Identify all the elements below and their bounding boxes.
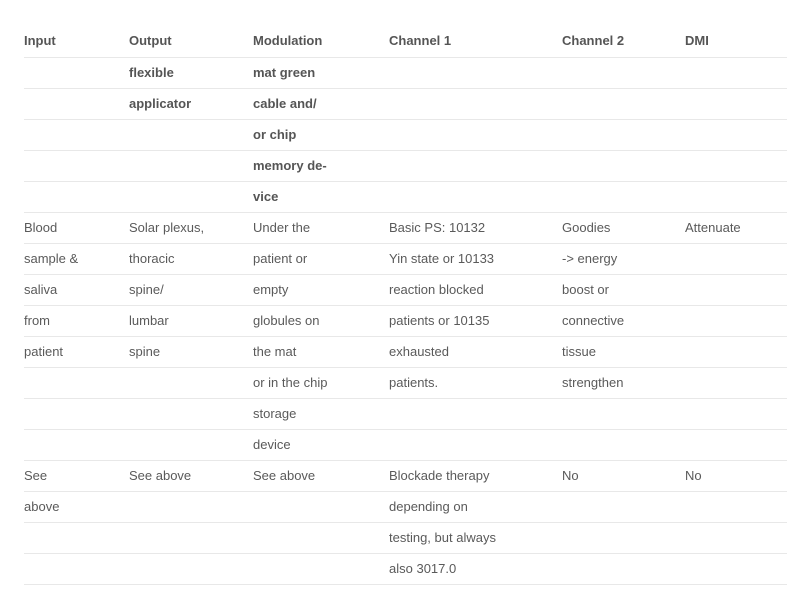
table-cell bbox=[24, 151, 129, 182]
table-cell bbox=[129, 151, 253, 182]
table-cell: No bbox=[685, 461, 787, 492]
table-header-row bbox=[24, 26, 787, 58]
table-cell bbox=[24, 523, 129, 554]
table-body bbox=[24, 58, 787, 585]
table-cell bbox=[685, 275, 787, 306]
table-cell: spine bbox=[129, 337, 253, 368]
table-cell bbox=[253, 523, 389, 554]
table-cell: lumbar bbox=[129, 306, 253, 337]
table-cell bbox=[685, 430, 787, 461]
table-cell bbox=[562, 554, 685, 585]
table-cell: reaction blocked bbox=[389, 275, 562, 306]
table-cell bbox=[129, 492, 253, 523]
table-cell: above bbox=[24, 492, 129, 523]
table-cell: exhausted bbox=[389, 337, 562, 368]
table-cell bbox=[685, 554, 787, 585]
table-cell: globules on bbox=[253, 306, 389, 337]
table-cell bbox=[685, 244, 787, 275]
table-cell bbox=[562, 182, 685, 213]
table-row bbox=[24, 213, 787, 244]
table-cell: cable and/ bbox=[253, 89, 389, 120]
table-cell: See above bbox=[129, 461, 253, 492]
table-cell: strengthen bbox=[562, 368, 685, 399]
table-cell bbox=[685, 120, 787, 151]
column-header-output: Output bbox=[129, 26, 253, 58]
table-cell: Goodies bbox=[562, 213, 685, 244]
table-cell: Blockade therapy bbox=[389, 461, 562, 492]
table-cell: patients or 10135 bbox=[389, 306, 562, 337]
table-cell bbox=[129, 399, 253, 430]
table-cell bbox=[389, 151, 562, 182]
table-cell: memory de- bbox=[253, 151, 389, 182]
column-header-channel-2: Channel 2 bbox=[562, 26, 685, 58]
table-cell: See bbox=[24, 461, 129, 492]
table-row bbox=[24, 430, 787, 461]
table-row bbox=[24, 182, 787, 213]
table-cell bbox=[685, 368, 787, 399]
column-header-input: Input bbox=[24, 26, 129, 58]
table-cell bbox=[562, 430, 685, 461]
table-cell bbox=[389, 182, 562, 213]
table-cell bbox=[389, 58, 562, 89]
table-row bbox=[24, 275, 787, 306]
table-row bbox=[24, 523, 787, 554]
table-cell bbox=[685, 306, 787, 337]
table-cell: the mat bbox=[253, 337, 389, 368]
table-cell: tissue bbox=[562, 337, 685, 368]
table-cell: mat green bbox=[253, 58, 389, 89]
table-cell bbox=[685, 151, 787, 182]
table-cell: thoracic bbox=[129, 244, 253, 275]
table-row bbox=[24, 58, 787, 89]
table-cell bbox=[562, 151, 685, 182]
table-row bbox=[24, 492, 787, 523]
table-cell: saliva bbox=[24, 275, 129, 306]
table-cell: Yin state or 10133 bbox=[389, 244, 562, 275]
table-cell bbox=[685, 182, 787, 213]
table-cell: Basic PS: 10132 bbox=[389, 213, 562, 244]
table-cell: or in the chip bbox=[253, 368, 389, 399]
table-cell: testing, but always bbox=[389, 523, 562, 554]
table-cell: patient bbox=[24, 337, 129, 368]
data-table-container bbox=[24, 26, 787, 585]
table-row bbox=[24, 151, 787, 182]
table-cell: patients. bbox=[389, 368, 562, 399]
table-row bbox=[24, 306, 787, 337]
table-cell: Attenuate bbox=[685, 213, 787, 244]
table-cell bbox=[129, 182, 253, 213]
table-cell bbox=[24, 554, 129, 585]
table-cell: connective bbox=[562, 306, 685, 337]
table-row bbox=[24, 554, 787, 585]
table-row bbox=[24, 244, 787, 275]
table-cell bbox=[253, 554, 389, 585]
table-cell: depending on bbox=[389, 492, 562, 523]
table-cell bbox=[129, 554, 253, 585]
table-cell: Solar plexus, bbox=[129, 213, 253, 244]
table-cell: also 3017.0 bbox=[389, 554, 562, 585]
table-cell bbox=[562, 523, 685, 554]
table-row bbox=[24, 461, 787, 492]
table-cell: applicator bbox=[129, 89, 253, 120]
table-row bbox=[24, 399, 787, 430]
table-cell bbox=[389, 399, 562, 430]
column-header-dmi: DMI bbox=[685, 26, 787, 58]
table-cell: -> energy bbox=[562, 244, 685, 275]
table-cell: Blood bbox=[24, 213, 129, 244]
table-cell bbox=[129, 120, 253, 151]
table-cell: See above bbox=[253, 461, 389, 492]
table-cell bbox=[685, 58, 787, 89]
table-cell bbox=[685, 89, 787, 120]
table-cell bbox=[685, 337, 787, 368]
table-row bbox=[24, 337, 787, 368]
column-header-channel-1: Channel 1 bbox=[389, 26, 562, 58]
table-cell: No bbox=[562, 461, 685, 492]
table-cell: boost or bbox=[562, 275, 685, 306]
table-cell bbox=[129, 523, 253, 554]
table-cell: spine/ bbox=[129, 275, 253, 306]
table-cell bbox=[129, 368, 253, 399]
table-cell bbox=[562, 399, 685, 430]
table-cell bbox=[24, 89, 129, 120]
table-cell: sample & bbox=[24, 244, 129, 275]
table-cell bbox=[685, 492, 787, 523]
table-cell: vice bbox=[253, 182, 389, 213]
table-cell: empty bbox=[253, 275, 389, 306]
table-cell bbox=[562, 492, 685, 523]
table-cell: patient or bbox=[253, 244, 389, 275]
table-cell bbox=[685, 523, 787, 554]
table-cell bbox=[685, 399, 787, 430]
table-cell bbox=[562, 120, 685, 151]
table-cell bbox=[24, 58, 129, 89]
table-cell bbox=[389, 430, 562, 461]
table-row bbox=[24, 368, 787, 399]
table-cell bbox=[24, 430, 129, 461]
table-cell: storage bbox=[253, 399, 389, 430]
table-cell: flexible bbox=[129, 58, 253, 89]
table-cell bbox=[562, 58, 685, 89]
table-cell bbox=[24, 399, 129, 430]
table-cell bbox=[389, 120, 562, 151]
table-cell: device bbox=[253, 430, 389, 461]
table-cell bbox=[389, 89, 562, 120]
column-header-modulation: Modulation bbox=[253, 26, 389, 58]
table-cell bbox=[562, 89, 685, 120]
table-cell bbox=[129, 430, 253, 461]
table-cell: from bbox=[24, 306, 129, 337]
table-cell bbox=[24, 120, 129, 151]
data-table bbox=[24, 26, 787, 585]
table-cell: Under the bbox=[253, 213, 389, 244]
table-row bbox=[24, 120, 787, 151]
table-row bbox=[24, 89, 787, 120]
table-cell bbox=[24, 182, 129, 213]
table-cell bbox=[253, 492, 389, 523]
table-cell: or chip bbox=[253, 120, 389, 151]
table-cell bbox=[24, 368, 129, 399]
